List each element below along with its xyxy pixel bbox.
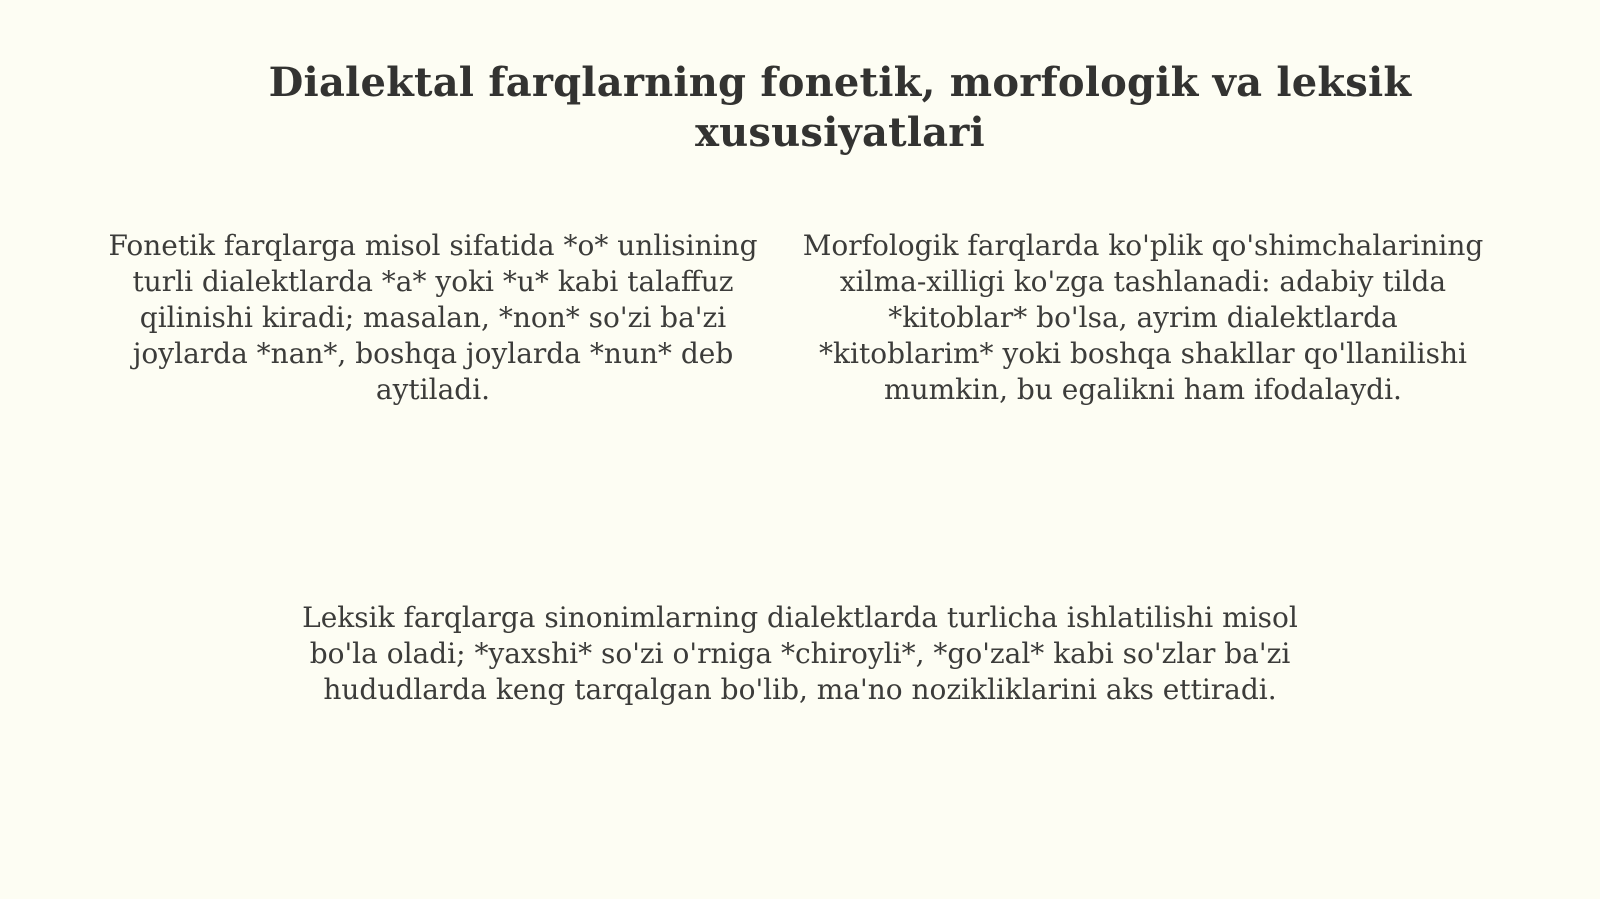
phonetic-differences-paragraph: Fonetik farqlarga misol sifatida *o* unlisining turli dialektlarda *a* yoki *u* kabi talaffuz qilinishi kiradi; masalan, *non* so'zi ba'zi joylarda *nan*, boshqa joylarda *nun* deb aytiladi. bbox=[108, 229, 758, 406]
slide-title: Dialektal farqlarning fonetik, morfologik va leksik xususiyatlari bbox=[268, 59, 1412, 156]
morphological-differences-paragraph: Morfologik farqlarda ko'plik qo'shimchalarining xilma-xilligi ko'zga tashlanadi: adabiy tilda *kitoblar* bo'lsa, ayrim dialektlarda *kitoblarim* yoki boshqa shakllar qo'llanilishi mumkin, bu egalikni ham ifodalaydi. bbox=[802, 229, 1484, 406]
lexical-differences-paragraph: Leksik farqlarga sinonimlarning dialektlarda turlicha ishlatilishi misol bo'la oladi; *yaxshi* so'zi o'rniga *chiroyli*, *go'zal* kabi so'zlar ba'zi hududlarda keng tarqalgan bo'lib, ma'no nozikliklarini aks ettiradi. bbox=[302, 601, 1298, 706]
